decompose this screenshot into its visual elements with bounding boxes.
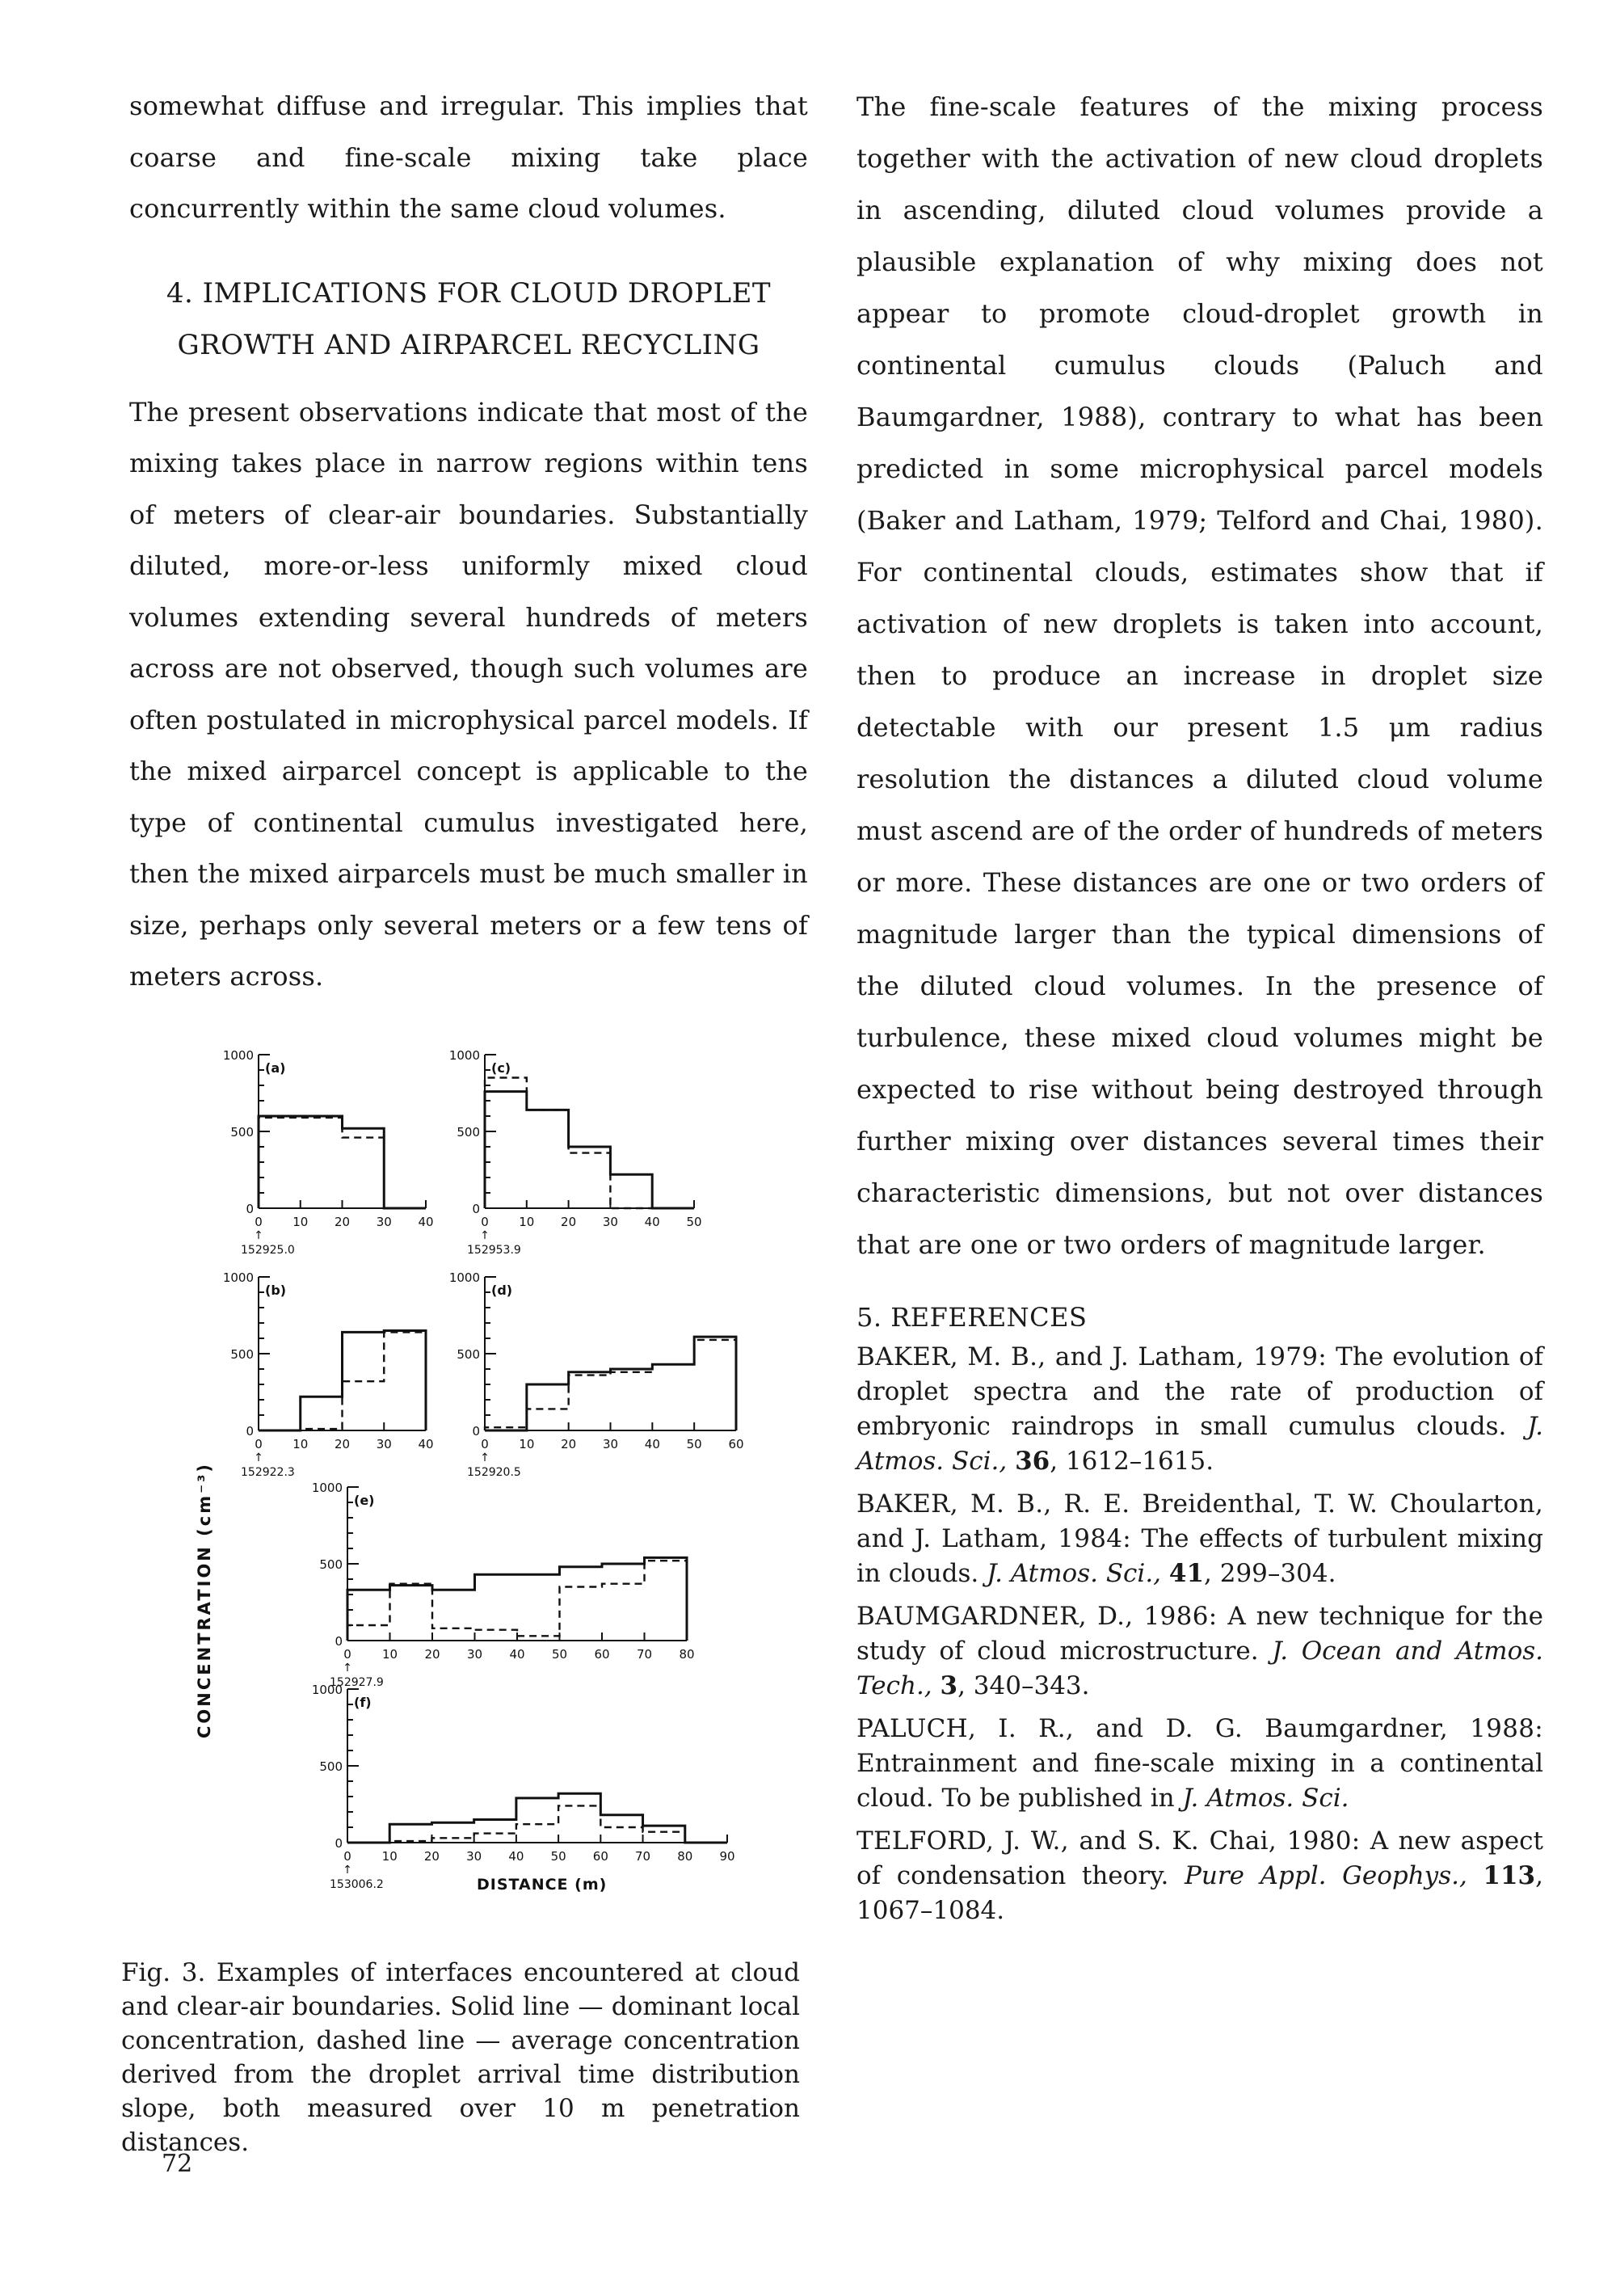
x-tick-label: 20	[561, 1215, 577, 1229]
reference-title: Entrainment and fine-scale mixing in a continental cloud. To be published in	[856, 1749, 1543, 1813]
reference-pages: , 299–304.	[1204, 1559, 1336, 1588]
y-tick-label: 500	[230, 1125, 254, 1140]
reference-journal: J. Atmos. Sci.,	[987, 1559, 1169, 1588]
right-column	[856, 81, 1543, 1936]
page-number: 72	[162, 2150, 193, 2178]
x-tick-label: 60	[594, 1647, 610, 1662]
x-tick-label: 30	[376, 1437, 392, 1451]
reference-authors: BAUMGARDNER, D., 1986:	[856, 1602, 1218, 1631]
x-tick-label: 10	[519, 1437, 535, 1451]
reference-authors: BAKER, M. B., R. E. Breidenthal, T. W. Choularton, and J. Latham, 1984:	[856, 1489, 1543, 1553]
start-time-label: 152953.9	[467, 1244, 521, 1257]
y-axis-label: CONCENTRATION (cm⁻³)	[195, 1462, 214, 1738]
x-tick-label: 20	[561, 1437, 577, 1451]
x-tick-label: 30	[466, 1647, 483, 1662]
x-tick-label: 80	[679, 1647, 695, 1662]
reference-journal: J. Ocean and Atmos. Tech.,	[856, 1637, 1543, 1700]
arrow-up-icon: ↑	[254, 1451, 263, 1464]
reference-journal: J. Atmos. Sci.,	[856, 1412, 1543, 1476]
panel-f	[312, 1683, 735, 1891]
reference-title: A new technique for the study of cloud microstructure.	[856, 1602, 1543, 1666]
x-tick-label: 50	[686, 1437, 702, 1451]
panel-a	[223, 1048, 434, 1257]
solid-series-line	[347, 1557, 687, 1641]
reference-authors: PALUCH, I. R., and D. G. Baumgardner, 1988:	[856, 1714, 1543, 1743]
figure-caption: Fig. 3. Examples of interfaces encountered at cloud and clear-air boundaries. Solid line — dominant local concentration, dashed line — average concentration derived from the droplet arrival time distribution slope, both measured over 10 m penetration distances.	[121, 1958, 800, 2157]
x-tick-label: 40	[509, 1647, 525, 1662]
panel-label: (f)	[354, 1695, 372, 1710]
references-list	[856, 1340, 1543, 1928]
dashed-series-line	[259, 1118, 426, 1208]
reference-item	[856, 1487, 1543, 1591]
x-tick-label: 90	[719, 1849, 735, 1864]
reference-title: The evolution of droplet spectra and the rate of production of embryonic raindrops in small cumulus clouds.	[856, 1342, 1543, 1441]
arrow-up-icon: ↑	[343, 1864, 352, 1877]
references-heading: 5. REFERENCES	[856, 1302, 1088, 1333]
x-tick-label: 20	[334, 1437, 351, 1451]
x-axis-label: DISTANCE (m)	[477, 1876, 608, 1894]
x-tick-label: 30	[376, 1215, 392, 1229]
panel-e	[312, 1481, 695, 1689]
y-tick-label: 1000	[222, 1048, 254, 1063]
section-heading	[129, 268, 808, 371]
x-tick-label: 30	[602, 1437, 619, 1451]
x-tick-label: 20	[424, 1647, 440, 1662]
x-tick-label: 40	[644, 1215, 660, 1229]
reference-pages: , 340–343.	[957, 1671, 1090, 1700]
x-tick-label: 40	[644, 1437, 660, 1451]
panel-b	[223, 1270, 434, 1479]
y-tick-label: 0	[335, 1634, 343, 1649]
x-tick-label: 10	[381, 1647, 398, 1662]
reference-pages: , 1612–1615.	[1050, 1447, 1214, 1476]
start-time-label: 153006.2	[330, 1878, 384, 1891]
reference-authors: BAKER, M. B., and J. Latham, 1979:	[856, 1342, 1328, 1371]
right-paragraph: The fine-scale features of the mixing process together with the activation of new cloud droplets in ascending, diluted cloud volumes provide a plausible explanation of why mixing does not appear to promote cloud-droplet growth in continental cumulus clouds (Paluch and Baumgardner, 1988), contrary to what has been predicted in some microphysical parcel models (Baker and Latham, 1979; Telford and Chai, 1980). For continental clouds, estimates show that if activation of new droplets is taken into account, then to produce an increase in droplet size detectable with our present 1.5 μm radius resolution the distances a diluted cloud volume must ascend are of the order of hundreds of meters or more. These distances are one or two orders of magnitude larger than the typical dimensions of the diluted cloud volumes. In the presence of turbulence, these mixed cloud volumes might be expected to rise without being destroyed through further mixing over distances several times their characteristic dimensions, but not over distances that are one or two orders of magnitude larger.	[856, 91, 1543, 1260]
y-tick-label: 0	[246, 1202, 254, 1216]
reference-title: A new aspect of condensation theory.	[856, 1826, 1543, 1890]
y-tick-label: 1000	[448, 1270, 480, 1285]
x-tick-label: 20	[423, 1849, 440, 1864]
x-tick-label: 40	[418, 1215, 434, 1229]
section-heading-number: 4.	[166, 276, 194, 310]
reference-journal: Pure Appl. Geophys.,	[1185, 1861, 1483, 1890]
x-tick-label: 20	[334, 1215, 351, 1229]
x-tick-label: 80	[677, 1849, 693, 1864]
x-tick-label: 40	[418, 1437, 434, 1451]
x-tick-label: 50	[551, 1647, 568, 1662]
x-tick-label: 0	[343, 1849, 351, 1864]
start-time-label: 152925.0	[241, 1244, 295, 1257]
panel-label: (a)	[265, 1060, 286, 1076]
y-tick-label: 500	[457, 1125, 480, 1140]
figure-3	[178, 1034, 743, 1940]
figure-svg	[178, 1034, 743, 1940]
x-tick-label: 0	[255, 1215, 263, 1229]
reference-item	[856, 1599, 1543, 1704]
panel-label: (d)	[491, 1283, 513, 1298]
panel-c	[449, 1048, 702, 1257]
x-tick-label: 30	[602, 1215, 618, 1229]
x-tick-label: 0	[255, 1437, 263, 1451]
dashed-series-line	[485, 1078, 694, 1209]
solid-series-line	[485, 1337, 736, 1430]
start-time-label: 152922.3	[241, 1466, 295, 1479]
x-tick-label: 10	[292, 1215, 309, 1229]
y-tick-label: 500	[319, 1557, 343, 1572]
reference-item	[856, 1340, 1543, 1479]
y-tick-label: 0	[472, 1202, 480, 1216]
x-tick-label: 30	[466, 1849, 482, 1864]
dashed-series-line	[485, 1340, 736, 1430]
left-column	[129, 81, 808, 1003]
reference-item	[856, 1824, 1543, 1928]
panel-label: (b)	[265, 1283, 287, 1298]
y-tick-label: 500	[457, 1347, 480, 1362]
panel-d	[449, 1270, 743, 1479]
x-tick-label: 0	[481, 1215, 489, 1229]
section-heading-line1: IMPLICATIONS FOR CLOUD DROPLET	[202, 276, 772, 310]
arrow-up-icon: ↑	[343, 1662, 352, 1675]
y-tick-label: 1000	[222, 1270, 254, 1285]
start-time-label: 152927.9	[330, 1676, 384, 1689]
x-tick-label: 50	[686, 1215, 702, 1229]
reference-authors: TELFORD, J. W., and S. K. Chai, 1980:	[856, 1826, 1361, 1856]
y-tick-label: 1000	[311, 1683, 343, 1697]
reference-item	[856, 1712, 1543, 1816]
x-tick-label: 0	[343, 1647, 351, 1662]
x-tick-label: 10	[381, 1849, 398, 1864]
reference-pages: , 1067–1084.	[856, 1861, 1543, 1925]
solid-series-line	[347, 1793, 727, 1843]
y-tick-label: 0	[335, 1836, 343, 1851]
section-heading-line2: GROWTH AND AIRPARCEL RECYCLING	[177, 328, 760, 361]
start-time-label: 152920.5	[467, 1466, 521, 1479]
x-tick-label: 60	[592, 1849, 608, 1864]
y-tick-label: 0	[246, 1424, 254, 1439]
reference-journal: J. Atmos. Sci.	[1182, 1784, 1349, 1813]
panel-label: (e)	[354, 1493, 375, 1508]
solid-series-line	[485, 1092, 694, 1208]
y-tick-label: 500	[319, 1759, 343, 1774]
reference-volume: 3	[940, 1671, 958, 1700]
y-tick-label: 1000	[311, 1481, 343, 1495]
y-tick-label: 1000	[448, 1048, 480, 1063]
reference-title: The effects of turbulent mixing in clouds.	[856, 1524, 1543, 1588]
x-tick-label: 60	[728, 1437, 743, 1451]
x-tick-label: 10	[519, 1215, 535, 1229]
reference-volume: 41	[1168, 1559, 1205, 1588]
section-paragraph: The present observations indicate that most of the mixing takes place in narrow regions within tens of meters of clear-air boundaries. Substantially diluted, more-or-less uniformly mixed cloud volumes extending several hundreds of meters across are not observed, though such volumes are often postulated in microphysical parcel models. If the mixed airparcel concept is applicable to the type of continental cumulus investigated here, then the mixed airparcels must be much smaller in size, perhaps only several meters or a few tens of meters across.	[129, 396, 808, 992]
x-tick-label: 10	[292, 1437, 309, 1451]
x-tick-label: 70	[636, 1647, 653, 1662]
x-tick-label: 40	[508, 1849, 524, 1864]
arrow-up-icon: ↑	[480, 1451, 490, 1464]
intro-paragraph: somewhat diffuse and irregular. This implies that coarse and fine-scale mixing take place concurrently within the same cloud volumes.	[129, 91, 808, 224]
y-tick-label: 0	[472, 1424, 480, 1439]
panel-label: (c)	[491, 1060, 511, 1076]
dashed-series-line	[347, 1561, 687, 1641]
x-tick-label: 50	[550, 1849, 566, 1864]
reference-volume: 36	[1015, 1447, 1050, 1476]
x-tick-label: 70	[635, 1849, 651, 1864]
y-tick-label: 500	[230, 1347, 254, 1362]
x-tick-label: 0	[481, 1437, 489, 1451]
arrow-up-icon: ↑	[254, 1229, 263, 1242]
reference-volume: 113	[1483, 1861, 1536, 1890]
arrow-up-icon: ↑	[480, 1229, 490, 1242]
